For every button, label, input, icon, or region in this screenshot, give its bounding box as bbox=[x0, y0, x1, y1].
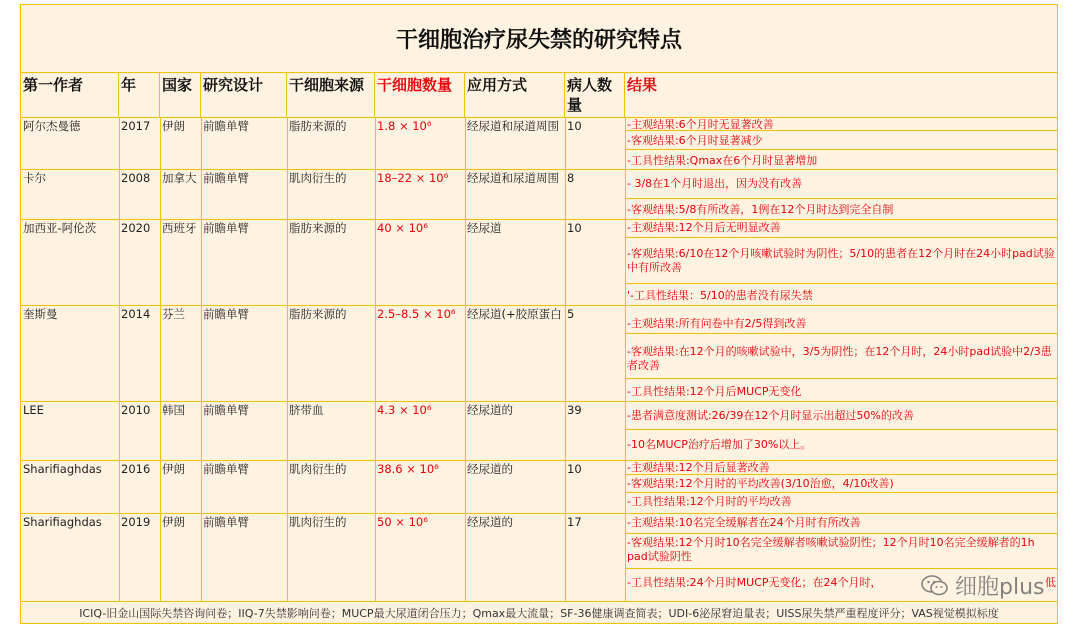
cell-country: 韩国 bbox=[162, 403, 185, 417]
cell-country: 伊朗 bbox=[162, 462, 185, 476]
cell-source: 脂肪来源的 bbox=[289, 119, 347, 133]
result-divider bbox=[625, 568, 1057, 569]
cell-source: 肌肉衍生的 bbox=[289, 515, 347, 529]
result-divider bbox=[625, 533, 1057, 534]
header-author: 第一作者 bbox=[21, 73, 119, 117]
result-divider bbox=[625, 333, 1057, 334]
header-country: 国家 bbox=[160, 73, 201, 117]
cell-year: 2010 bbox=[121, 403, 151, 417]
cell-count: 1.8 × 10⁶ bbox=[377, 119, 432, 133]
cell-method: 经尿道 bbox=[467, 221, 502, 235]
cell-country: 芬兰 bbox=[162, 307, 185, 321]
cell-design: 前瞻单臂 bbox=[203, 515, 249, 529]
cell-method: 经尿道的 bbox=[467, 403, 513, 417]
cell-count: 50 × 10⁶ bbox=[377, 515, 428, 529]
header-source: 干细胞来源 bbox=[287, 73, 375, 117]
cell-source: 脂肪来源的 bbox=[289, 307, 347, 321]
header-method: 应用方式 bbox=[465, 73, 565, 117]
result-line: -客观结果:6/10在12个月咳嗽试验时为阴性；5/10的患者在12个月时在24小时pad试验中有所改善 bbox=[627, 247, 1055, 274]
cell-patients: 39 bbox=[567, 403, 582, 417]
row-divider bbox=[21, 305, 1057, 306]
cell-design: 前瞻单臂 bbox=[203, 403, 249, 417]
cell-patients: 10 bbox=[567, 221, 582, 235]
result-divider bbox=[625, 149, 1057, 150]
result-divider bbox=[625, 198, 1057, 199]
cell-author: 奎斯曼 bbox=[23, 307, 58, 321]
result-line: -主观结果:12个月后无明显改善 bbox=[627, 221, 781, 234]
cell-year: 2020 bbox=[121, 221, 151, 235]
cell-count: 18–22 × 10⁶ bbox=[377, 171, 449, 185]
cell-method: 经尿道和尿道周围 bbox=[467, 171, 559, 185]
cell-country: 伊朗 bbox=[162, 119, 185, 133]
row-divider bbox=[21, 169, 1057, 170]
result-line: -主观结果:所有问卷中有2/5得到改善 bbox=[627, 317, 807, 330]
result-line: -客观结果:6个月时显著减少 bbox=[627, 134, 763, 147]
cell-method: 经尿道的 bbox=[467, 462, 513, 476]
cell-method: 经尿道(+胶原蛋白 bbox=[467, 307, 562, 321]
result-line: -10名MUCP治疗后增加了30%以上。 bbox=[627, 438, 812, 451]
cell-design: 前瞻单臂 bbox=[203, 221, 249, 235]
cell-author: 阿尔杰曼德 bbox=[23, 119, 81, 133]
watermark bbox=[921, 570, 1044, 601]
result-line: -主观结果:12个月后显著改善 bbox=[627, 461, 770, 474]
cell-source: 脐带血 bbox=[289, 403, 324, 417]
cell-source: 肌肉衍生的 bbox=[289, 462, 347, 476]
cell-country: 伊朗 bbox=[162, 515, 185, 529]
cell-count: 40 × 10⁶ bbox=[377, 221, 428, 235]
cell-author: Sharifiaghdas bbox=[23, 462, 102, 476]
cell-design: 前瞻单臂 bbox=[203, 462, 249, 476]
cell-country: 加拿大 bbox=[162, 171, 197, 185]
result-line: -客观结果:12个月时10名完全缓解者咳嗽试验阴性；12个月时10名完全缓解者的1h pad试验阴性 bbox=[627, 536, 1035, 563]
result-line: -工具性结果:12个月时的平均改善 bbox=[627, 495, 792, 508]
cell-count: 38.6 × 10⁶ bbox=[377, 462, 439, 476]
cell-year: 2008 bbox=[121, 171, 151, 185]
row-divider bbox=[21, 513, 1057, 514]
result-line: '-工具性结果：5/10的患者没有尿失禁 bbox=[627, 289, 813, 302]
cell-author: 卡尔 bbox=[23, 171, 46, 185]
cell-count: 4.3 × 10⁶ bbox=[377, 403, 432, 417]
cell-country: 西班牙 bbox=[162, 221, 197, 235]
cell-method: 经尿道的 bbox=[467, 515, 513, 529]
result-divider bbox=[625, 492, 1057, 493]
cell-source: 脂肪来源的 bbox=[289, 221, 347, 235]
header-design: 研究设计 bbox=[201, 73, 287, 117]
cell-patients: 10 bbox=[567, 119, 582, 133]
header-patients: 病人数量 bbox=[565, 73, 625, 117]
result-line: -主观结果:6个月时无显著改善 bbox=[627, 118, 774, 131]
row-divider bbox=[21, 401, 1057, 402]
cell-patients: 17 bbox=[567, 515, 582, 529]
result-divider bbox=[625, 429, 1057, 430]
document-table bbox=[20, 4, 1058, 624]
header-results: 结果 bbox=[627, 76, 658, 94]
cell-source: 肌肉衍生的 bbox=[289, 171, 347, 185]
result-line: -客观结果:5/8有所改善，1例在12个月时达到完全自制 bbox=[627, 203, 894, 216]
cell-patients: 8 bbox=[567, 171, 575, 185]
cell-design: 前瞻单臂 bbox=[203, 307, 249, 321]
result-divider bbox=[625, 378, 1057, 379]
result-line: -主观结果:10名完全缓解者在24个月时有所改善 bbox=[627, 516, 861, 529]
watermark-text: 细胞plus bbox=[955, 575, 1045, 600]
cell-author: 加西亚-阿伦茨 bbox=[23, 221, 97, 235]
table-title: 干细胞治疗尿失禁的研究特点 bbox=[21, 5, 1057, 73]
result-line: -工具性结果:Qmax在6个月时显著增加 bbox=[627, 154, 818, 167]
header-count: 干细胞数量 bbox=[375, 73, 465, 117]
cell-count: 2.5–8.5 × 10⁶ bbox=[377, 307, 456, 321]
cell-patients: 5 bbox=[567, 307, 575, 321]
cell-author: Sharifiaghdas bbox=[23, 515, 102, 529]
header-year: 年 bbox=[119, 73, 160, 117]
cell-method: 经尿道和尿道周围 bbox=[467, 119, 559, 133]
cell-year: 2017 bbox=[121, 119, 151, 133]
cell-patients: 10 bbox=[567, 462, 582, 476]
wechat-icon bbox=[921, 575, 949, 597]
result-divider bbox=[625, 237, 1057, 238]
table-footnote: ICIQ-旧金山国际失禁咨询问卷；IIQ-7失禁影响问卷；MUCP最大尿道闭合压力；Qmax最大流量；SF-36健康调查简表；UDI-6泌尿窘迫量表；UISS尿失禁严重程度评分；VAS视觉模拟标度 bbox=[21, 601, 1057, 623]
cell-year: 2016 bbox=[121, 462, 151, 476]
cell-year: 2014 bbox=[121, 307, 151, 321]
result-line: -工具性结果:12个月后MUCP无变化 bbox=[627, 385, 802, 398]
cell-year: 2019 bbox=[121, 515, 151, 529]
cell-author: LEE bbox=[23, 403, 44, 417]
result-line: -客观结果:12个月时的平均改善(3/10治愈，4/10改善) bbox=[627, 477, 894, 490]
cell-design: 前瞻单臂 bbox=[203, 171, 249, 185]
row-divider bbox=[21, 219, 1057, 220]
result-divider bbox=[625, 283, 1057, 284]
cell-design: 前瞻单臂 bbox=[203, 119, 249, 133]
result-line: -客观结果:在12个月的咳嗽试验中，3/5为阴性；在12个月时，24小时pad试验中2/3患者改善 bbox=[627, 345, 1052, 372]
result-line: -患者满意度测试:26/39在12个月时显示出超过50%的改善 bbox=[627, 409, 914, 422]
result-line: - 3/8在1个月时退出，因为没有改善 bbox=[627, 177, 803, 190]
result-line-tail: 低 bbox=[1045, 576, 1056, 589]
result-line: -工具性结果:24个月时MUCP无变化；在24个月时， bbox=[627, 576, 882, 589]
